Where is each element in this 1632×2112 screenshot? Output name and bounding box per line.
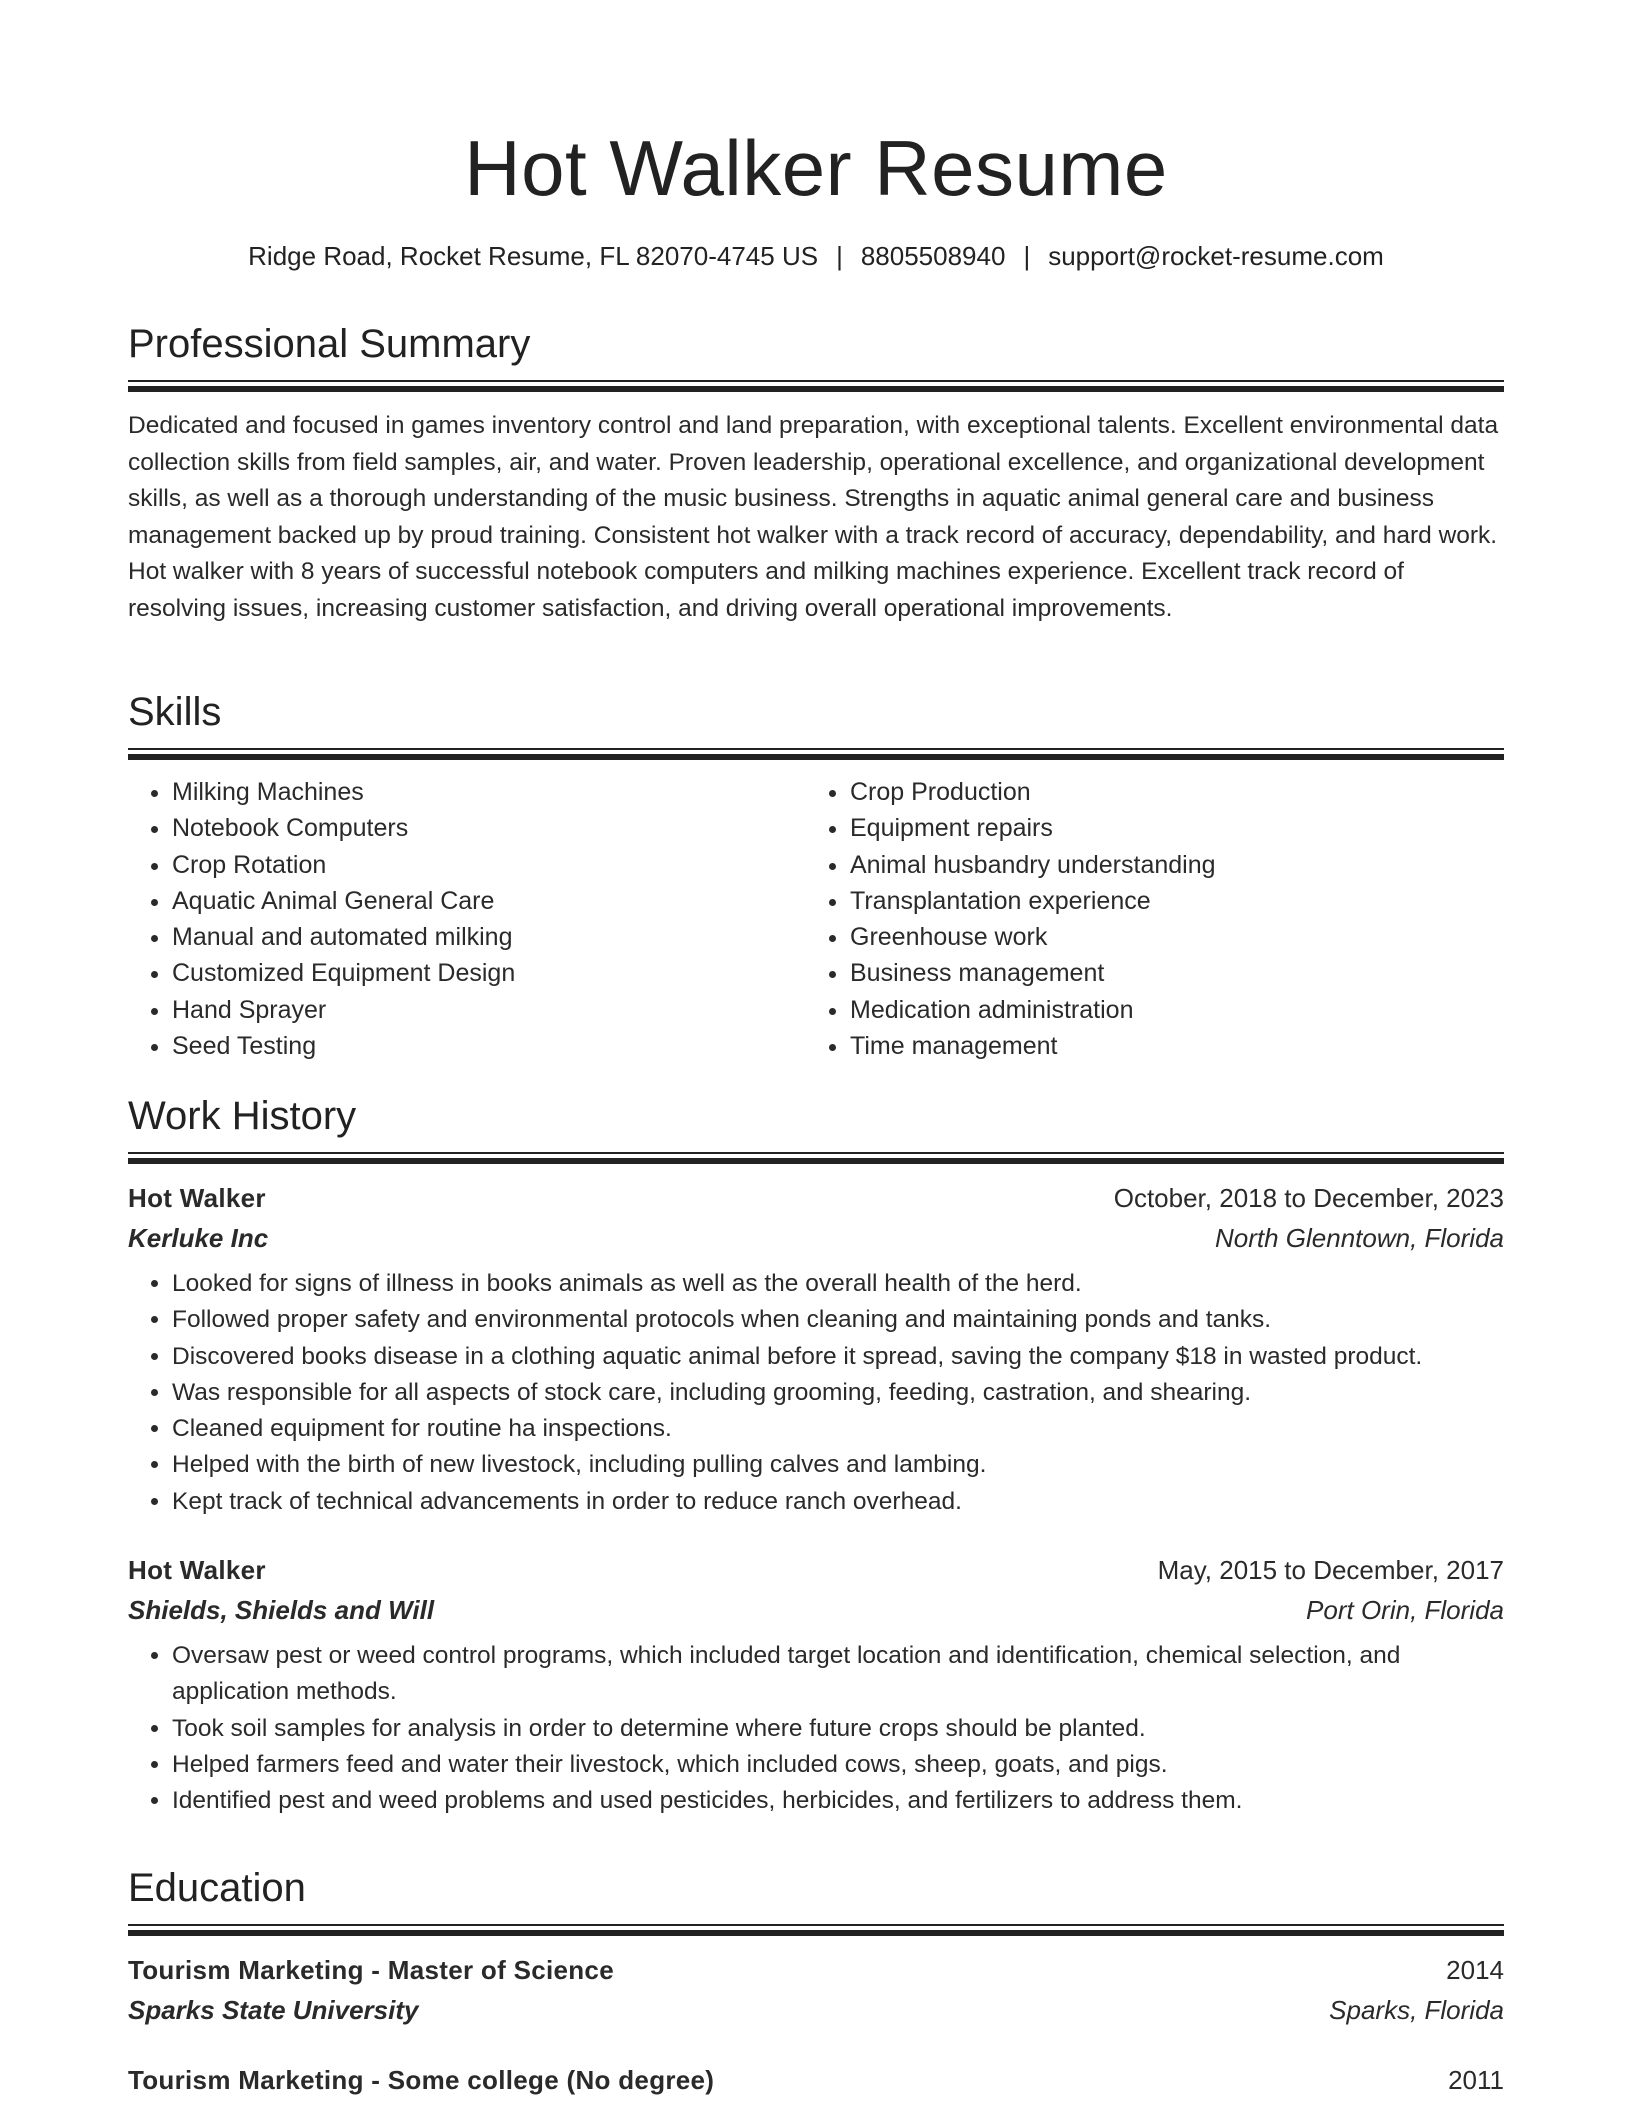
skill-item: • Customized Equipment Design xyxy=(172,955,806,991)
education-entry xyxy=(128,1950,1504,2030)
education-school: Sparks State University xyxy=(128,1995,419,2025)
skills-list-right xyxy=(806,774,1484,1064)
skill-item: • Milking Machines xyxy=(172,774,806,810)
job-title: Hot Walker xyxy=(128,1183,266,1213)
education-section xyxy=(128,1862,1504,2100)
job-bullet: • Was responsible for all aspects of stock care, including grooming, feeding, castration, and shearing. xyxy=(172,1375,1504,1411)
skill-item: • Manual and automated milking xyxy=(172,919,806,955)
summary-heading: Professional Summary xyxy=(128,322,531,366)
job-title: Hot Walker xyxy=(128,1555,266,1586)
education-location: Sparks, Florida xyxy=(1329,1995,1504,2025)
section-divider xyxy=(128,1152,1504,1164)
job-bullets xyxy=(128,1638,1504,1819)
contact-phone: 8805508940 xyxy=(860,241,1006,271)
job-bullets xyxy=(128,1266,1504,1520)
contact-email: support@rocket-resume.com xyxy=(1048,241,1384,271)
job-header xyxy=(128,1178,1504,1218)
work-heading: Work History xyxy=(128,1094,357,1138)
job-company: Shields, Shields and Will xyxy=(128,1595,435,1626)
job-bullet: • Kept track of technical advancements in order to reduce ranch overhead. xyxy=(172,1484,1504,1520)
job-company: Kerluke Inc xyxy=(128,1223,269,1253)
contact-line xyxy=(128,236,1504,276)
skill-item: • Business management xyxy=(850,955,1484,991)
skill-item: • Equipment repairs xyxy=(850,810,1484,846)
job-subheader xyxy=(128,1218,1504,1258)
job-bullet: • Followed proper safety and environmental protocols when cleaning and maintaining ponds and tanks. xyxy=(172,1302,1504,1338)
job-entry xyxy=(128,1550,1504,1819)
education-entry xyxy=(128,2060,1504,2100)
contact-address: Ridge Road, Rocket Resume, FL 82070-4745 US xyxy=(248,241,819,271)
skill-item: • Greenhouse work xyxy=(850,919,1484,955)
education-year: 2011 xyxy=(1448,2065,1504,2095)
resume-page xyxy=(128,0,1504,2095)
section-divider xyxy=(128,748,1504,760)
skill-item: • Hand Sprayer xyxy=(172,992,806,1028)
section-divider xyxy=(128,1924,1504,1936)
job-dates: May, 2015 to December, 2017 xyxy=(1157,1555,1504,1586)
education-degree: Tourism Marketing - Some college (No degree) xyxy=(128,2065,715,2095)
job-header xyxy=(128,1550,1504,1590)
summary-text: Dedicated and focused in games inventory control and land preparation, with exceptional talents. Excellent environmental data collection skills from field samples, air, and water. Proven leadership, operational excellence, and organizational development skills, as well as a thorough understanding of the music business. Strengths in aquatic animal general care and business management backed up by proud training. Consistent hot walker with a track record of accuracy, dependability, and hard work. Hot walker with 8 years of successful notebook computers and milking machines experience. Excellent track record of resolving issues, increasing customer satisfaction, and driving overall operational improvements. xyxy=(128,412,1499,622)
job-bullet: • Oversaw pest or weed control programs, which included target location and identification, chemical selection, and application methods. xyxy=(172,1638,1504,1711)
education-year: 2014 xyxy=(1446,1955,1504,1985)
skills-columns xyxy=(128,774,1504,1064)
skills-section xyxy=(128,686,1504,1064)
job-bullet: • Cleaned equipment for routine ha inspections. xyxy=(172,1411,1504,1447)
job-dates: October, 2018 to December, 2023 xyxy=(1113,1183,1504,1213)
skill-item: • Animal husbandry understanding xyxy=(850,847,1484,883)
job-location: North Glenntown, Florida xyxy=(1214,1223,1504,1253)
job-bullet: • Looked for signs of illness in books animals as well as the overall health of the herd. xyxy=(172,1266,1504,1302)
work-section xyxy=(128,1090,1504,1820)
skill-item: • Medication administration xyxy=(850,992,1484,1028)
job-entry xyxy=(128,1178,1504,1520)
skills-heading: Skills xyxy=(128,690,222,734)
job-bullet: • Discovered books disease in a clothing aquatic animal before it spread, saving the company $18 in wasted product. xyxy=(172,1339,1504,1375)
education-degree: Tourism Marketing - Master of Science xyxy=(128,1955,614,1985)
contact-separator: | xyxy=(836,241,843,271)
job-location: Port Orin, Florida xyxy=(1306,1595,1504,1626)
education-subheader xyxy=(128,1990,1504,2030)
section-divider xyxy=(128,380,1504,392)
skill-item: • Seed Testing xyxy=(172,1028,806,1064)
job-bullet: • Took soil samples for analysis in order to determine where future crops should be planted. xyxy=(172,1711,1504,1747)
skill-item: • Notebook Computers xyxy=(172,810,806,846)
job-subheader xyxy=(128,1590,1504,1630)
skills-list-left xyxy=(128,774,806,1064)
contact-separator: | xyxy=(1023,241,1031,271)
skill-item: • Transplantation experience xyxy=(850,883,1484,919)
skill-item: • Crop Production xyxy=(850,774,1484,810)
job-bullet: • Helped with the birth of new livestock, including pulling calves and lambing. xyxy=(172,1447,1504,1483)
resume-title: Hot Walker Resume xyxy=(464,124,1168,212)
education-heading: Education xyxy=(128,1866,306,1910)
summary-section xyxy=(128,318,1504,627)
education-header xyxy=(128,1950,1504,1990)
job-bullet: • Identified pest and weed problems and used pesticides, herbicides, and fertilizers to address them. xyxy=(172,1783,1504,1819)
job-bullet: • Helped farmers feed and water their livestock, which included cows, sheep, goats, and pigs. xyxy=(172,1747,1504,1783)
education-header xyxy=(128,2060,1504,2100)
skill-item: • Time management xyxy=(850,1028,1484,1064)
skill-item: • Aquatic Animal General Care xyxy=(172,883,806,919)
skill-item: • Crop Rotation xyxy=(172,847,806,883)
